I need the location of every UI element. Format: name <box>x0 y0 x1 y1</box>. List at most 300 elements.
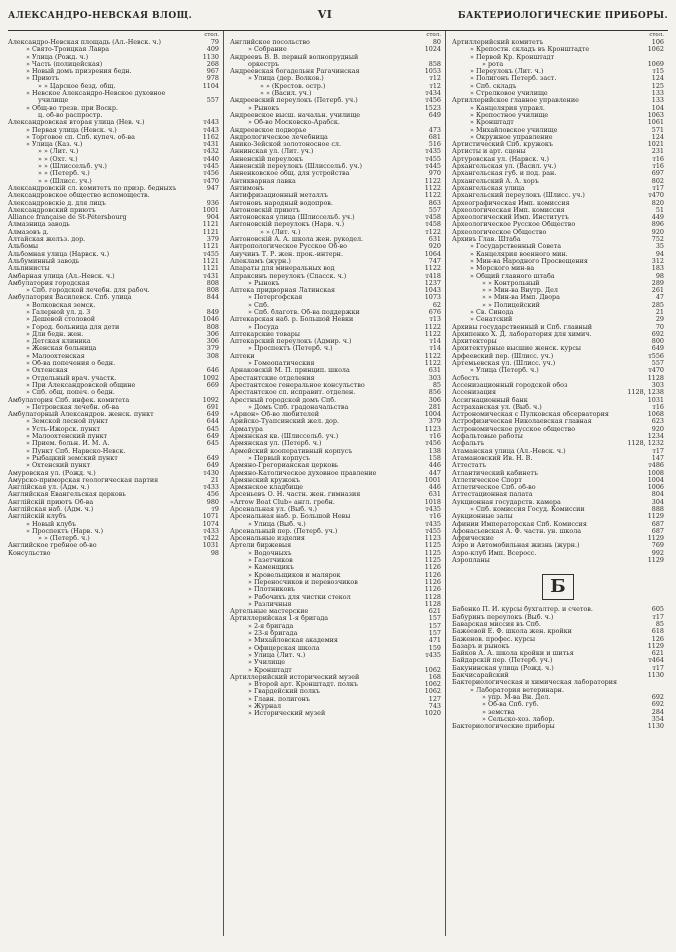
entry-page: 1122 <box>424 351 441 360</box>
entry-name: » Охтенская <box>26 367 68 375</box>
entry-name: Андреевское подворье <box>230 126 307 134</box>
entry-name: » Переносчиков и перевозчиков <box>248 578 358 586</box>
index-entry <box>230 703 441 710</box>
entry-page: 1130 <box>202 52 219 61</box>
index-entry <box>452 54 664 61</box>
entry-page: 687 <box>651 519 664 528</box>
index-entry <box>8 156 219 163</box>
entry-page: т455 <box>425 154 441 163</box>
index-entry <box>230 309 441 316</box>
index-entry <box>230 477 441 484</box>
index-entry <box>8 221 219 228</box>
index-entry <box>230 652 441 659</box>
entry-page: 268 <box>206 59 219 68</box>
entry-name: » Второй арт. Кронштадт. полкъ <box>248 681 358 689</box>
entry-name: » Крепостное училище <box>470 111 549 119</box>
entry-name: Атлетическое Спб. об-во <box>452 484 536 492</box>
index-entry <box>230 484 441 491</box>
index-entry <box>8 214 219 221</box>
entry-page: 1128 <box>424 592 441 601</box>
entry-page: 1129 <box>647 556 664 565</box>
entry-page: 473 <box>428 125 441 134</box>
index-entry <box>230 411 441 418</box>
index-entry <box>230 97 441 104</box>
entry-page: 1062 <box>424 665 441 674</box>
entry-name: » рота <box>482 60 504 68</box>
entry-name: Аптека придворная Латинская <box>230 287 336 295</box>
index-entry <box>452 273 664 280</box>
entry-name: » » Мин-ва Внутр. Дел <box>482 287 558 295</box>
index-entry <box>8 367 219 374</box>
index-entry <box>452 657 664 664</box>
entry-page: 649 <box>428 110 441 119</box>
entry-name: Атлантический кабинетъ <box>452 469 538 477</box>
index-entry <box>452 338 664 345</box>
index-entry <box>8 338 219 345</box>
entry-page: 1071 <box>202 512 219 521</box>
entry-name: Андреевская богадельня Рагачинская <box>230 68 360 76</box>
entry-name: » » (Шлиссельб. уч.) <box>38 163 107 171</box>
entry-name: Археологическое Русское Общество <box>452 221 576 229</box>
entry-page: 669 <box>206 380 219 389</box>
entry-page: 1129 <box>647 534 664 543</box>
index-entry <box>230 90 441 97</box>
entry-page: т443 <box>203 118 219 127</box>
entry-name: Арестантское генеральное консульство <box>230 381 365 389</box>
entry-name: Александровская вторая улица (Нев. ч.) <box>8 119 145 127</box>
entry-page: т435 <box>425 650 441 659</box>
index-entry <box>452 477 664 484</box>
entry-name: Антифризационный металлъ <box>230 192 328 200</box>
entry-page: 281 <box>428 402 441 411</box>
entry-name: Баварская миссия въ Спб. <box>452 620 541 628</box>
entry-page: т456 <box>425 439 441 448</box>
index-entry <box>230 192 441 199</box>
entry-page: 1122 <box>424 183 441 192</box>
index-entry <box>8 207 219 214</box>
entry-name: » Переулокъ (Лит. ч.) <box>470 68 544 76</box>
entry-name: » » (Шлисс. уч.) <box>38 177 92 185</box>
entry-name: Артиллерийское главное управление <box>452 97 579 105</box>
entry-name: Аннинская ул. (Лит. уч.) <box>230 148 314 156</box>
entry-name: Астрономическое русское общество <box>452 425 576 433</box>
index-entry <box>230 243 441 250</box>
index-entry <box>452 68 664 75</box>
index-entry <box>452 636 664 643</box>
entry-name: Аэро и Автомобильная жизнь (журн.) <box>452 542 580 550</box>
entry-name: » » (Васил. уч.) <box>260 90 312 98</box>
entry-page: 127 <box>428 694 441 703</box>
index-entry <box>452 470 664 477</box>
entry-name: Бакчисарайский <box>452 672 509 680</box>
entry-name: » Охтенский пункт <box>26 462 91 470</box>
entry-name: » Новый домъ призрения бедн. <box>26 68 132 76</box>
index-entry <box>230 426 441 433</box>
entry-name: » » Контрольный <box>482 279 540 287</box>
index-entry <box>230 535 441 542</box>
index-entry <box>8 163 219 170</box>
entry-name: » Кронштадт <box>248 666 292 674</box>
index-entry <box>452 345 664 352</box>
index-entry <box>452 178 664 185</box>
entry-name: » Спб. городской лечебн. для рабоч. <box>26 287 150 295</box>
entry-page: 904 <box>206 213 219 222</box>
entry-page: 808 <box>206 278 219 287</box>
entry-page: 1125 <box>424 556 441 565</box>
entry-page: т12 <box>429 81 441 90</box>
entry-page: 623 <box>651 417 664 426</box>
entry-name: » Улица (Выб. ч.) <box>248 520 306 528</box>
index-entry <box>452 112 664 119</box>
entry-page: 124 <box>651 74 664 83</box>
entry-page: т432 <box>203 147 219 156</box>
entry-name: » » (Петерб. ч.) <box>38 170 90 178</box>
index-entry <box>8 477 219 484</box>
index-entry <box>452 324 664 331</box>
entry-name: » Сенатский <box>470 316 513 324</box>
entry-page: т12 <box>429 74 441 83</box>
entry-name: » Дли бедн. жен. <box>26 330 84 338</box>
index-entry <box>8 200 219 207</box>
entry-page: 691 <box>206 402 219 411</box>
index-entry <box>452 542 664 549</box>
entry-name: » Невское Александро-Невское духовное <box>26 90 166 98</box>
entry-name: Архивъ Глав. Штаба <box>452 236 521 244</box>
index-entry <box>452 148 664 155</box>
entry-name: Alliance française de St-Pétersbourg <box>8 214 127 222</box>
entry-page: 157 <box>428 621 441 630</box>
entry-name: » Улица (Лит. ч.) <box>248 651 306 659</box>
index-entry <box>8 484 219 491</box>
entry-page: 1008 <box>647 468 664 477</box>
entry-page: 168 <box>428 672 441 681</box>
index-entry <box>230 659 441 666</box>
index-entry <box>230 382 441 389</box>
entry-page: 1004 <box>424 410 441 419</box>
index-entry <box>230 68 441 75</box>
entry-name: » Главн. полигонъ <box>248 695 310 703</box>
entry-name: » Св. Синода <box>470 308 514 316</box>
entry-page: т486 <box>648 461 664 470</box>
entry-page: 126 <box>651 634 664 643</box>
index-entry <box>230 681 441 688</box>
index-entry <box>8 273 219 280</box>
entry-name: Арсенальная ул. (Выб. ч.) <box>230 506 317 513</box>
column-label: стол. <box>426 32 441 38</box>
column-label: стол. <box>649 32 664 38</box>
entry-page: т431 <box>203 271 219 280</box>
entry-page: 1128 <box>424 599 441 608</box>
entry-name: Антоновскій приютъ <box>230 206 300 214</box>
entry-name: » упр. М-ва Вн. Дел. <box>482 693 551 701</box>
entry-page: 51 <box>655 205 664 214</box>
index-entry <box>452 455 664 462</box>
entry-name: Анненскій переулокъ (Шлиссельб. уч.) <box>230 163 362 171</box>
index-entry <box>230 404 441 411</box>
section-letter-b: Б <box>542 574 574 600</box>
column-label: стол. <box>204 32 219 38</box>
entry-name: » Спб. складъ <box>470 82 517 90</box>
entry-page: 1064 <box>424 249 441 258</box>
index-entry <box>230 367 441 374</box>
entry-page: 1006 <box>647 483 664 492</box>
entry-page: 306 <box>428 395 441 404</box>
entry-name: Алмазовъ д. <box>8 228 49 236</box>
entry-name: Арсенальный пер. (Петерб. уч.) <box>230 527 338 535</box>
entry-page: 303 <box>651 380 664 389</box>
entry-name: Артистический Спб. кружокъ <box>452 141 553 149</box>
index-entry <box>8 360 219 367</box>
entry-name: Анненскій переулокъ <box>230 155 303 163</box>
entry-name: » Приютъ <box>26 75 60 83</box>
entry-page: 1128, 1232 <box>627 439 664 448</box>
entry-page: 1074 <box>202 519 219 528</box>
index-entry <box>8 54 219 61</box>
entry-name: Асфальтовые работы <box>452 433 523 441</box>
index-entry <box>452 156 664 163</box>
index-entry <box>230 557 441 564</box>
index-entry <box>8 243 219 250</box>
index-entry <box>8 119 219 126</box>
entry-name: ц. об-во распростр. <box>38 111 103 119</box>
entry-name: Архитекторы <box>452 338 497 346</box>
entry-name: » Канцелярия управл. <box>470 104 545 112</box>
entry-name: Андреевъ В. В. первый волнопрудный <box>230 53 359 61</box>
entry-name: Алтайская желъз. дор. <box>8 236 86 244</box>
entry-page: 306 <box>206 337 219 346</box>
entry-page: 1128, 1238 <box>627 388 664 397</box>
entry-page: 1125 <box>424 541 441 550</box>
index-entry <box>230 331 441 338</box>
index-entry <box>8 331 219 338</box>
entry-page: 697 <box>651 169 664 178</box>
index-entry <box>452 701 664 708</box>
index-entry <box>230 170 441 177</box>
index-entry <box>452 716 664 723</box>
index-entry <box>8 433 219 440</box>
entry-page: 896 <box>651 220 664 229</box>
index-entry <box>452 491 664 498</box>
entry-page: 980 <box>206 497 219 506</box>
entry-name: » Исторический музей <box>248 710 326 718</box>
index-entry <box>452 331 664 338</box>
entry-page: 1128 <box>647 373 664 382</box>
index-entry <box>8 127 219 134</box>
index-entry <box>230 273 441 280</box>
entry-name: Байков А. А. школа кройки и шитья <box>452 650 574 658</box>
index-entry <box>452 499 664 506</box>
entry-page: 62 <box>432 300 441 309</box>
entry-page: 631 <box>428 490 441 499</box>
entry-name: Альбомная улица (Нарвск. ч.) <box>8 250 110 258</box>
entry-page: т14 <box>429 337 441 346</box>
index-entry <box>8 134 219 141</box>
index-entry <box>8 389 219 396</box>
entry-name: » » Царское безд. общ. <box>38 82 116 90</box>
index-entry <box>230 258 441 265</box>
entry-page: т456 <box>203 169 219 178</box>
entry-name: училище <box>38 97 69 105</box>
entry-name: Артисты и арт. сцены <box>452 148 526 156</box>
index-entry <box>8 499 219 506</box>
index-entry <box>452 134 664 141</box>
entry-name: Атлетическое Спорт <box>452 476 522 484</box>
entry-page: 138 <box>428 446 441 455</box>
entry-list <box>230 39 441 718</box>
index-entry <box>452 375 664 382</box>
entry-name: » Волковская земск. <box>26 301 96 309</box>
entry-name: Амурско-приморская геологическая партия <box>8 476 159 484</box>
entry-name: » » (Лит. ч.) <box>260 228 301 236</box>
entry-name: Аптекарские товары <box>230 330 300 338</box>
entry-page: 752 <box>651 235 664 244</box>
entry-page: 808 <box>206 322 219 331</box>
entry-page: 747 <box>428 256 441 265</box>
entry-name: Астрофизическая Николаевская главная <box>452 418 592 426</box>
entry-name: Архангельская губ. и под. ран. <box>452 170 557 178</box>
entry-page: 1001 <box>424 475 441 484</box>
index-entry <box>452 46 664 53</box>
entry-page: т435 <box>425 147 441 156</box>
entry-page: 1122 <box>424 329 441 338</box>
entry-page: 743 <box>428 702 441 711</box>
entry-name: Архангельский переулокъ (Шлисс. уч.) <box>452 192 585 200</box>
entry-page: 676 <box>428 307 441 316</box>
index-entry <box>8 382 219 389</box>
entry-page: т435 <box>425 505 441 513</box>
entry-page: т445 <box>425 162 441 171</box>
index-entry <box>230 221 441 228</box>
entry-name: » Михайловское училище <box>470 126 558 134</box>
entry-page: 409 <box>206 45 219 54</box>
entry-name: Аукционные залы <box>452 513 513 521</box>
index-entry <box>230 112 441 119</box>
entry-name: » Канцелярия военного мин. <box>470 250 568 258</box>
entry-page: 645 <box>206 424 219 433</box>
entry-name: Амбарная улица (Ал.-Невск. ч.) <box>8 272 115 280</box>
entry-page: 621 <box>428 607 441 616</box>
entry-page: 98 <box>210 548 219 557</box>
index-entry <box>230 287 441 294</box>
index-entry <box>230 105 441 112</box>
index-entry <box>452 287 664 294</box>
index-entry <box>452 353 664 360</box>
index-entry <box>452 360 664 367</box>
entry-name: Армяно-Грегорианская церковь <box>230 462 339 470</box>
entry-name: Антоновъ народный водопров. <box>230 199 333 207</box>
index-entry <box>230 470 441 477</box>
entry-name: » Об-ва Спб. губ. <box>482 701 539 709</box>
entry-name: Армянская кв. (Шлиссельб. уч.) <box>230 433 339 441</box>
index-entry <box>230 294 441 301</box>
index-entry <box>230 521 441 528</box>
entry-name: Арсенальная наб. р. Большой Невы <box>230 513 351 521</box>
entry-page: 1031 <box>202 541 219 550</box>
entry-page: т430 <box>203 468 219 477</box>
index-entry <box>8 170 219 177</box>
entry-name: » Об-ва попечения о бедн. <box>26 360 116 368</box>
index-entry <box>230 418 441 425</box>
entry-page: 1121 <box>202 256 219 265</box>
directory-page <box>8 8 668 952</box>
entry-name: Атамановский Ив. Н. В. <box>452 454 533 462</box>
entry-name: Амбулаторный Александров. женск. пункт <box>8 411 154 419</box>
entry-page: 631 <box>428 235 441 244</box>
entry-page: 158 <box>428 453 441 462</box>
entry-page: т556 <box>648 351 664 360</box>
index-entry <box>230 528 441 535</box>
index-entry <box>452 229 664 236</box>
entry-name: Александровскій сл. комитетъ по призр. бедныхъ <box>8 184 177 192</box>
entry-name: Арестантские отделения <box>230 374 315 382</box>
entry-page: т434 <box>425 89 441 98</box>
entry-page: 1062 <box>424 687 441 696</box>
index-entry <box>8 528 219 535</box>
entry-name: » Полигонъ Петерб. заст. <box>470 75 557 83</box>
index-entry <box>452 535 664 542</box>
index-entry <box>230 265 441 272</box>
entry-page: т9 <box>211 505 219 513</box>
entry-name: Английское гребное об-во <box>8 542 97 550</box>
index-entry <box>452 650 664 657</box>
entry-page: 1126 <box>424 563 441 572</box>
entry-page: 1004 <box>647 475 664 484</box>
entry-page: т15 <box>652 67 664 76</box>
entry-name: Антикварная лавка <box>230 177 296 185</box>
index-entry <box>452 411 664 418</box>
entry-name: » Улица (Каз. ч.) <box>26 141 83 149</box>
entry-name: » Михайловская академия <box>248 637 338 645</box>
entry-page: 863 <box>428 198 441 207</box>
entry-name: » Проспектъ (Нарв. ч.) <box>26 527 104 535</box>
entry-name: Александровское общество вспомоществ. <box>8 192 150 200</box>
entry-page: 1122 <box>424 176 441 185</box>
entry-name: » Училище <box>248 659 286 667</box>
index-entry <box>230 141 441 148</box>
entry-page: 1001 <box>202 205 219 214</box>
entry-page: т16 <box>652 162 664 171</box>
entry-page: 133 <box>651 96 664 105</box>
index-entry <box>230 696 441 703</box>
entry-name: Армейский кооперативный корпусъ <box>230 447 353 455</box>
entry-page: 29 <box>655 315 664 324</box>
index-entry <box>230 83 441 90</box>
entry-name: Апекламъ (журн.) <box>230 257 291 265</box>
index-entry <box>230 397 441 404</box>
index-entry <box>8 455 219 462</box>
entry-name: » Первая улица (Невск. ч.) <box>26 126 117 134</box>
entry-name: » Женская больница <box>26 345 97 353</box>
entry-name: Архангельский А. А. хоръ <box>452 177 539 185</box>
entry-name: Бактериологические приборы <box>452 723 555 731</box>
index-entry <box>230 586 441 593</box>
entry-name: » Усть-Ижорск. пункт <box>26 425 101 433</box>
index-entry <box>230 316 441 323</box>
index-entry <box>452 309 664 316</box>
header-right: БАКТЕРИОЛОГИЧЕСКИЕ ПРИБОРЫ. <box>457 11 668 21</box>
entry-page: 379 <box>428 417 441 426</box>
index-entry <box>230 302 441 309</box>
column-3 <box>452 31 668 936</box>
entry-name: » » (Крестов. остр.) <box>260 82 326 90</box>
page-header <box>8 8 668 26</box>
entry-name: Археологическое Общество <box>452 228 547 236</box>
index-entry <box>452 643 664 650</box>
index-entry <box>452 61 664 68</box>
entry-page: 1073 <box>424 293 441 302</box>
index-entry <box>8 112 219 119</box>
index-entry <box>8 418 219 425</box>
